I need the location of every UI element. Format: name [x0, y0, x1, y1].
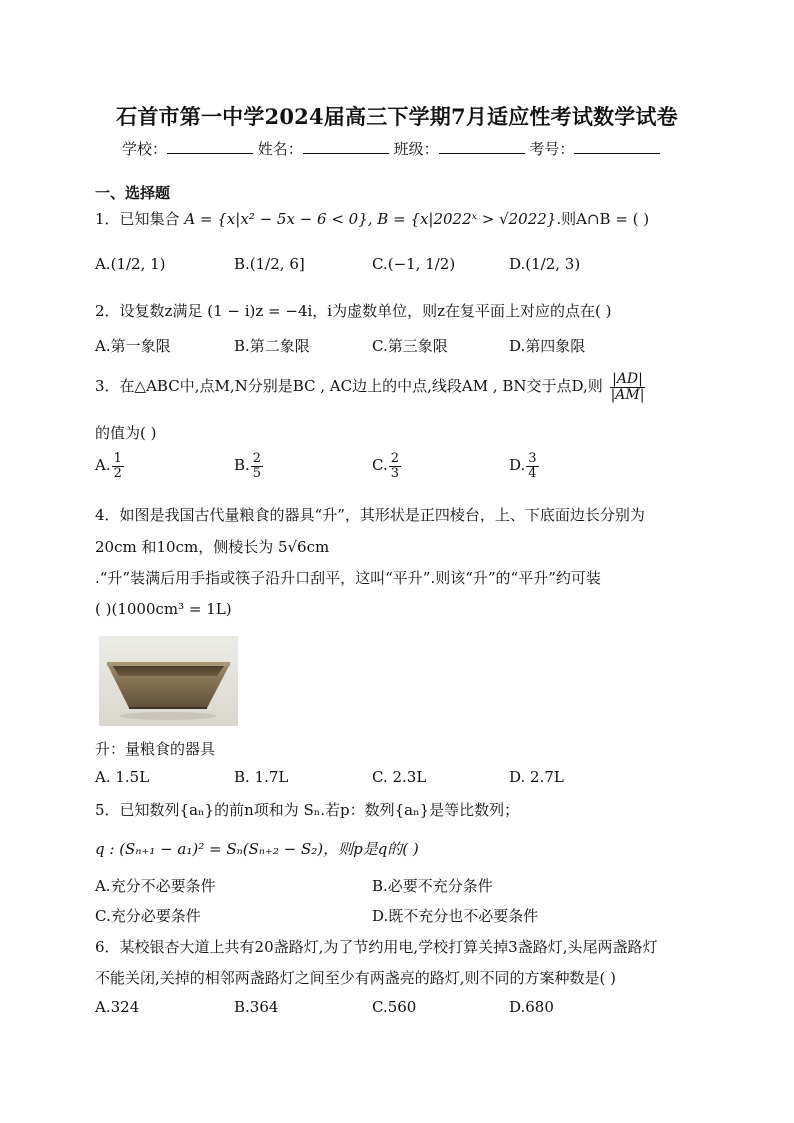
q1-tail: .则A∩B = ( ) — [556, 210, 650, 228]
q3-c-den: 3 — [390, 465, 399, 481]
q1-option-a[interactable]: A.(1/2, 1) — [95, 255, 166, 273]
q4-line4: ( )(1000cm³ = 1L) — [95, 600, 232, 618]
q6-line1: 6．某校银杏大道上共有20盏路灯,为了节约用电,学校打算关掉3盏路灯,头尾两盏路灯 — [95, 938, 658, 956]
q4-option-a[interactable]: A. 1.5L — [95, 768, 150, 786]
school-blank[interactable] — [167, 139, 253, 154]
q3-text: 3．在△ABC中,点M,N分别是BC , AC边上的中点,线段AM , BN交于点D,则 — [95, 377, 603, 396]
q5-line2: q : (Sₙ₊₁ − a₁)² = Sₙ(Sₙ₊₂ − S₂)，则p是q的( ) — [95, 840, 419, 858]
class-blank[interactable] — [439, 139, 525, 154]
q6-option-d[interactable]: D.680 — [509, 998, 554, 1016]
q1-option-d[interactable]: D.(1/2, 3) — [509, 255, 581, 273]
q3-b-label: B. — [234, 456, 250, 475]
info-line — [122, 138, 660, 159]
q1-num: 1．已知集合 — [95, 210, 180, 228]
q4-option-b[interactable]: B. 1.7L — [234, 768, 289, 786]
question-3 — [95, 372, 647, 402]
q3-option-a[interactable] — [95, 452, 125, 480]
q6-option-b[interactable]: B.364 — [234, 998, 279, 1016]
q5-option-d[interactable]: D.既不充分也不必要条件 — [372, 907, 539, 925]
q3-frac-den: |AM| — [610, 386, 645, 403]
q1-set-a: A = {x|x² − 5x − 6 < 0} — [184, 210, 368, 228]
q1-option-b[interactable]: B.(1/2, 6] — [234, 255, 305, 273]
q3-a-num: 1 — [113, 451, 122, 466]
q1-option-c[interactable]: C.(−1, 1/2) — [372, 255, 456, 273]
q5-option-b[interactable]: B.必要不充分条件 — [372, 877, 493, 895]
q4-option-d[interactable]: D. 2.7L — [509, 768, 564, 786]
q3-option-b[interactable] — [234, 452, 264, 480]
q4-line3: .“升”装满后用手指或筷子沿升口刮平，这叫“平升”.则该“升”的“平升”约可装 — [95, 569, 601, 587]
school-label: 学校： — [122, 140, 168, 158]
q5-option-a[interactable]: A.充分不必要条件 — [95, 877, 216, 895]
q4-option-c[interactable]: C. 2.3L — [372, 768, 427, 786]
q3-frac-num: |AD| — [612, 371, 643, 387]
name-blank[interactable] — [303, 139, 389, 154]
q6-option-c[interactable]: C.560 — [372, 998, 417, 1016]
page-title: 石首市第一中学2024届高三下学期7月适应性考试数学试卷 — [116, 104, 678, 129]
number-blank[interactable] — [574, 139, 660, 154]
q6-line2: 不能关闭,关掉的相邻两盏路灯之间至少有两盏亮的路灯,则不同的方案种数是( ) — [95, 969, 617, 987]
sheng-vessel-illustration — [99, 636, 238, 726]
q2-option-b[interactable]: B.第二象限 — [234, 337, 310, 355]
number-label: 考号： — [529, 140, 575, 158]
q3-d-num: 3 — [528, 451, 537, 466]
q3-option-d[interactable] — [509, 452, 540, 480]
q3-line2: 的值为( ) — [95, 424, 157, 442]
q5-line1: 5．已知数列{aₙ}的前n项和为 Sₙ.若p：数列{aₙ}是等比数列； — [95, 801, 520, 819]
q3-fraction — [609, 372, 647, 402]
q3-b-den: 5 — [252, 465, 262, 481]
q4-line2: 20cm 和10cm，侧棱长为 5√6cm — [95, 538, 330, 556]
q3-d-label: D. — [509, 456, 526, 475]
q3-d-den: 4 — [528, 465, 537, 481]
q6-option-a[interactable]: A.324 — [95, 998, 140, 1016]
question-2: 2．设复数z满足 (1 − i)z = −4i，i为虚数单位，则z在复平面上对应的点在( ) — [95, 302, 612, 320]
class-label: 班级： — [393, 140, 439, 158]
q5-option-c[interactable]: C.充分必要条件 — [95, 907, 201, 925]
section-heading: 一、选择题 — [95, 184, 171, 202]
q3-b-num: 2 — [252, 451, 262, 466]
q3-c-label: C. — [372, 456, 388, 475]
q3-c-num: 2 — [390, 451, 399, 466]
q3-a-den: 2 — [113, 465, 122, 481]
q3-option-c[interactable] — [372, 452, 402, 480]
q3-a-label: A. — [95, 456, 111, 475]
question-1 — [95, 208, 649, 229]
q2-option-d[interactable]: D.第四象限 — [509, 337, 586, 355]
q1-set-b: , B = {x|2022ˣ > √2022} — [367, 210, 557, 228]
q2-option-c[interactable]: C.第三象限 — [372, 337, 448, 355]
q4-caption: 升：量粮食的器具 — [95, 740, 216, 758]
q2-option-a[interactable]: A.第一象限 — [95, 337, 171, 355]
q4-line1: 4．如图是我国古代量粮食的器具“升”，其形状是正四棱台，上、下底面边长分别为 — [95, 506, 645, 524]
sheng-vessel-photo — [99, 636, 238, 726]
name-label: 姓名： — [257, 140, 303, 158]
